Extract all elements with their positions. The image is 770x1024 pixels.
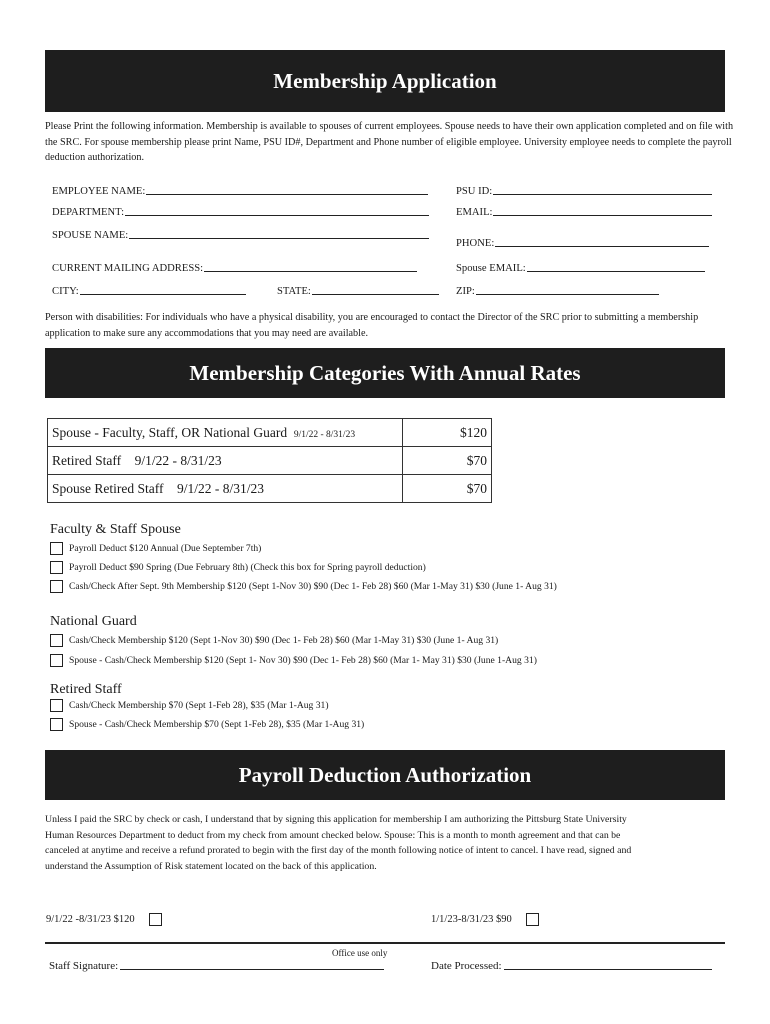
- spouse-email-line: [527, 270, 705, 272]
- payroll-option-spring[interactable]: 1/1/23-8/31/23 $90: [431, 913, 545, 926]
- checkbox[interactable]: [50, 654, 63, 667]
- psu-id-line: [493, 193, 712, 195]
- checkbox[interactable]: [50, 699, 63, 712]
- rate-price: $70: [403, 475, 492, 503]
- header-banner: [45, 50, 725, 112]
- page-title: Membership Application: [273, 68, 497, 93]
- rate-row: [48, 447, 492, 475]
- office-divider: [45, 942, 725, 944]
- city-field[interactable]: [52, 286, 246, 297]
- state-label: STATE:: [277, 286, 311, 297]
- rate-price: $120: [403, 419, 492, 447]
- zip-label: ZIP:: [456, 286, 475, 297]
- zip-field[interactable]: [456, 286, 659, 297]
- categories-banner: [45, 348, 725, 398]
- checkbox[interactable]: [526, 913, 539, 926]
- checkbox[interactable]: [50, 580, 63, 593]
- faculty-option[interactable]: Payroll Deduct $120 Annual (Due September 7th): [50, 542, 261, 555]
- mailing-address-field[interactable]: [52, 263, 417, 274]
- rate-price: $70: [403, 447, 492, 475]
- email-field[interactable]: [456, 207, 712, 218]
- department-label: DEPARTMENT:: [52, 207, 125, 218]
- phone-line: [495, 245, 709, 247]
- payroll-text: Unless I paid the SRC by check or cash, I understand that by signing this application for membership I am authorizing the Pittsburg State University Human Resources Department to deduct from my check from amount checked below. Spouse: This is a month to month agreement and that can be canceled at anytime and receive a refund prorated to begin with the first day of the month following notice of intent to cancel. I have read, signed and understand the Assumption of Risk statement located on the back of this application.: [45, 814, 632, 872]
- employee-name-label: EMPLOYEE NAME:: [52, 186, 146, 197]
- email-line: [493, 214, 712, 216]
- spouse-email-field[interactable]: [456, 263, 705, 274]
- checkbox[interactable]: [50, 634, 63, 647]
- faculty-section-title: Faculty & Staff Spouse: [50, 522, 181, 537]
- checkbox[interactable]: [50, 542, 63, 555]
- phone-label: PHONE:: [456, 238, 495, 249]
- office-use-label: Office use only: [332, 948, 388, 958]
- rate-category: Spouse - Faculty, Staff, OR National Guard 9/1/22 - 8/31/23: [48, 419, 403, 447]
- checkbox[interactable]: [50, 561, 63, 574]
- psu-id-field[interactable]: [456, 186, 712, 197]
- checkbox[interactable]: [149, 913, 162, 926]
- intro-text: Please Print the following information. Membership is available to spouses of current employees. Spouse needs to have their own application completed and on file with the SRC. For spouse membership please print Name, PSU ID#, Department and Phone number of eligible employee. University employee needs to complete the payroll deduction authorization.: [45, 121, 734, 163]
- retired-option[interactable]: Spouse - Cash/Check Membership $70 (Sept 1-Feb 28), $35 (Mar 1-Aug 31): [50, 718, 364, 731]
- spouse-name-field[interactable]: [52, 230, 429, 241]
- categories-title: Membership Categories With Annual Rates: [189, 360, 581, 385]
- mailing-address-line: [204, 270, 417, 272]
- rates-table: [47, 418, 492, 503]
- checkbox[interactable]: [50, 718, 63, 731]
- state-field[interactable]: [277, 286, 439, 297]
- rate-row: [48, 475, 492, 503]
- spouse-name-line: [129, 237, 429, 239]
- employee-name-field[interactable]: [52, 186, 428, 197]
- mailing-address-label: CURRENT MAILING ADDRESS:: [52, 263, 204, 274]
- rate-category: Retired Staff 9/1/22 - 8/31/23: [48, 447, 403, 475]
- payroll-banner: [45, 750, 725, 800]
- retired-option[interactable]: Cash/Check Membership $70 (Sept 1-Feb 28), $35 (Mar 1-Aug 31): [50, 699, 329, 712]
- rate-category: Spouse Retired Staff 9/1/22 - 8/31/23: [48, 475, 403, 503]
- department-field[interactable]: [52, 207, 429, 218]
- staff-signature-label: Staff Signature:: [49, 960, 119, 972]
- employee-name-line: [146, 193, 428, 195]
- psu-id-label: PSU ID:: [456, 186, 493, 197]
- date-processed-line: [504, 969, 712, 970]
- faculty-option[interactable]: Payroll Deduct $90 Spring (Due February 8th) (Check this box for Spring payroll deduction): [50, 561, 426, 574]
- payroll-title: Payroll Deduction Authorization: [238, 762, 532, 787]
- guard-option[interactable]: Spouse - Cash/Check Membership $120 (Sept 1- Nov 30) $90 (Dec 1- Feb 28) $60 (Mar 1- May 31) $30 (June 1-Aug 31): [50, 654, 537, 667]
- disabilities-notice: Person with disabilities: For individuals who have a physical disability, you are encouraged to contact the Director of the SRC prior to submitting a membership application to make sure any accommodations that you may need are available.: [45, 312, 699, 339]
- department-line: [125, 214, 429, 216]
- spouse-email-label: Spouse EMAIL:: [456, 263, 526, 274]
- city-label: CITY:: [52, 286, 79, 297]
- staff-signature-field[interactable]: [49, 960, 384, 972]
- guard-section-title: National Guard: [50, 614, 137, 629]
- city-line: [80, 293, 246, 295]
- staff-signature-line: [120, 969, 384, 970]
- zip-line: [476, 293, 659, 295]
- rate-row: [48, 419, 492, 447]
- state-line: [312, 293, 439, 295]
- payroll-option-annual[interactable]: 9/1/22 -8/31/23 $120: [46, 913, 168, 926]
- phone-field[interactable]: [456, 238, 709, 249]
- date-processed-field[interactable]: [431, 960, 712, 972]
- retired-section-title: Retired Staff: [50, 682, 122, 697]
- email-label: EMAIL:: [456, 207, 493, 218]
- spouse-name-label: SPOUSE NAME:: [52, 230, 129, 241]
- date-processed-label: Date Processed:: [431, 960, 502, 972]
- faculty-option[interactable]: Cash/Check After Sept. 9th Membership $120 (Sept 1-Nov 30) $90 (Dec 1- Feb 28) $60 (Mar 1-May 31) $30 (June 1- Aug 31): [50, 580, 557, 593]
- guard-option[interactable]: Cash/Check Membership $120 (Sept 1-Nov 30) $90 (Dec 1- Feb 28) $60 (Mar 1-May 31) $30 (June 1- Aug 31): [50, 634, 498, 647]
